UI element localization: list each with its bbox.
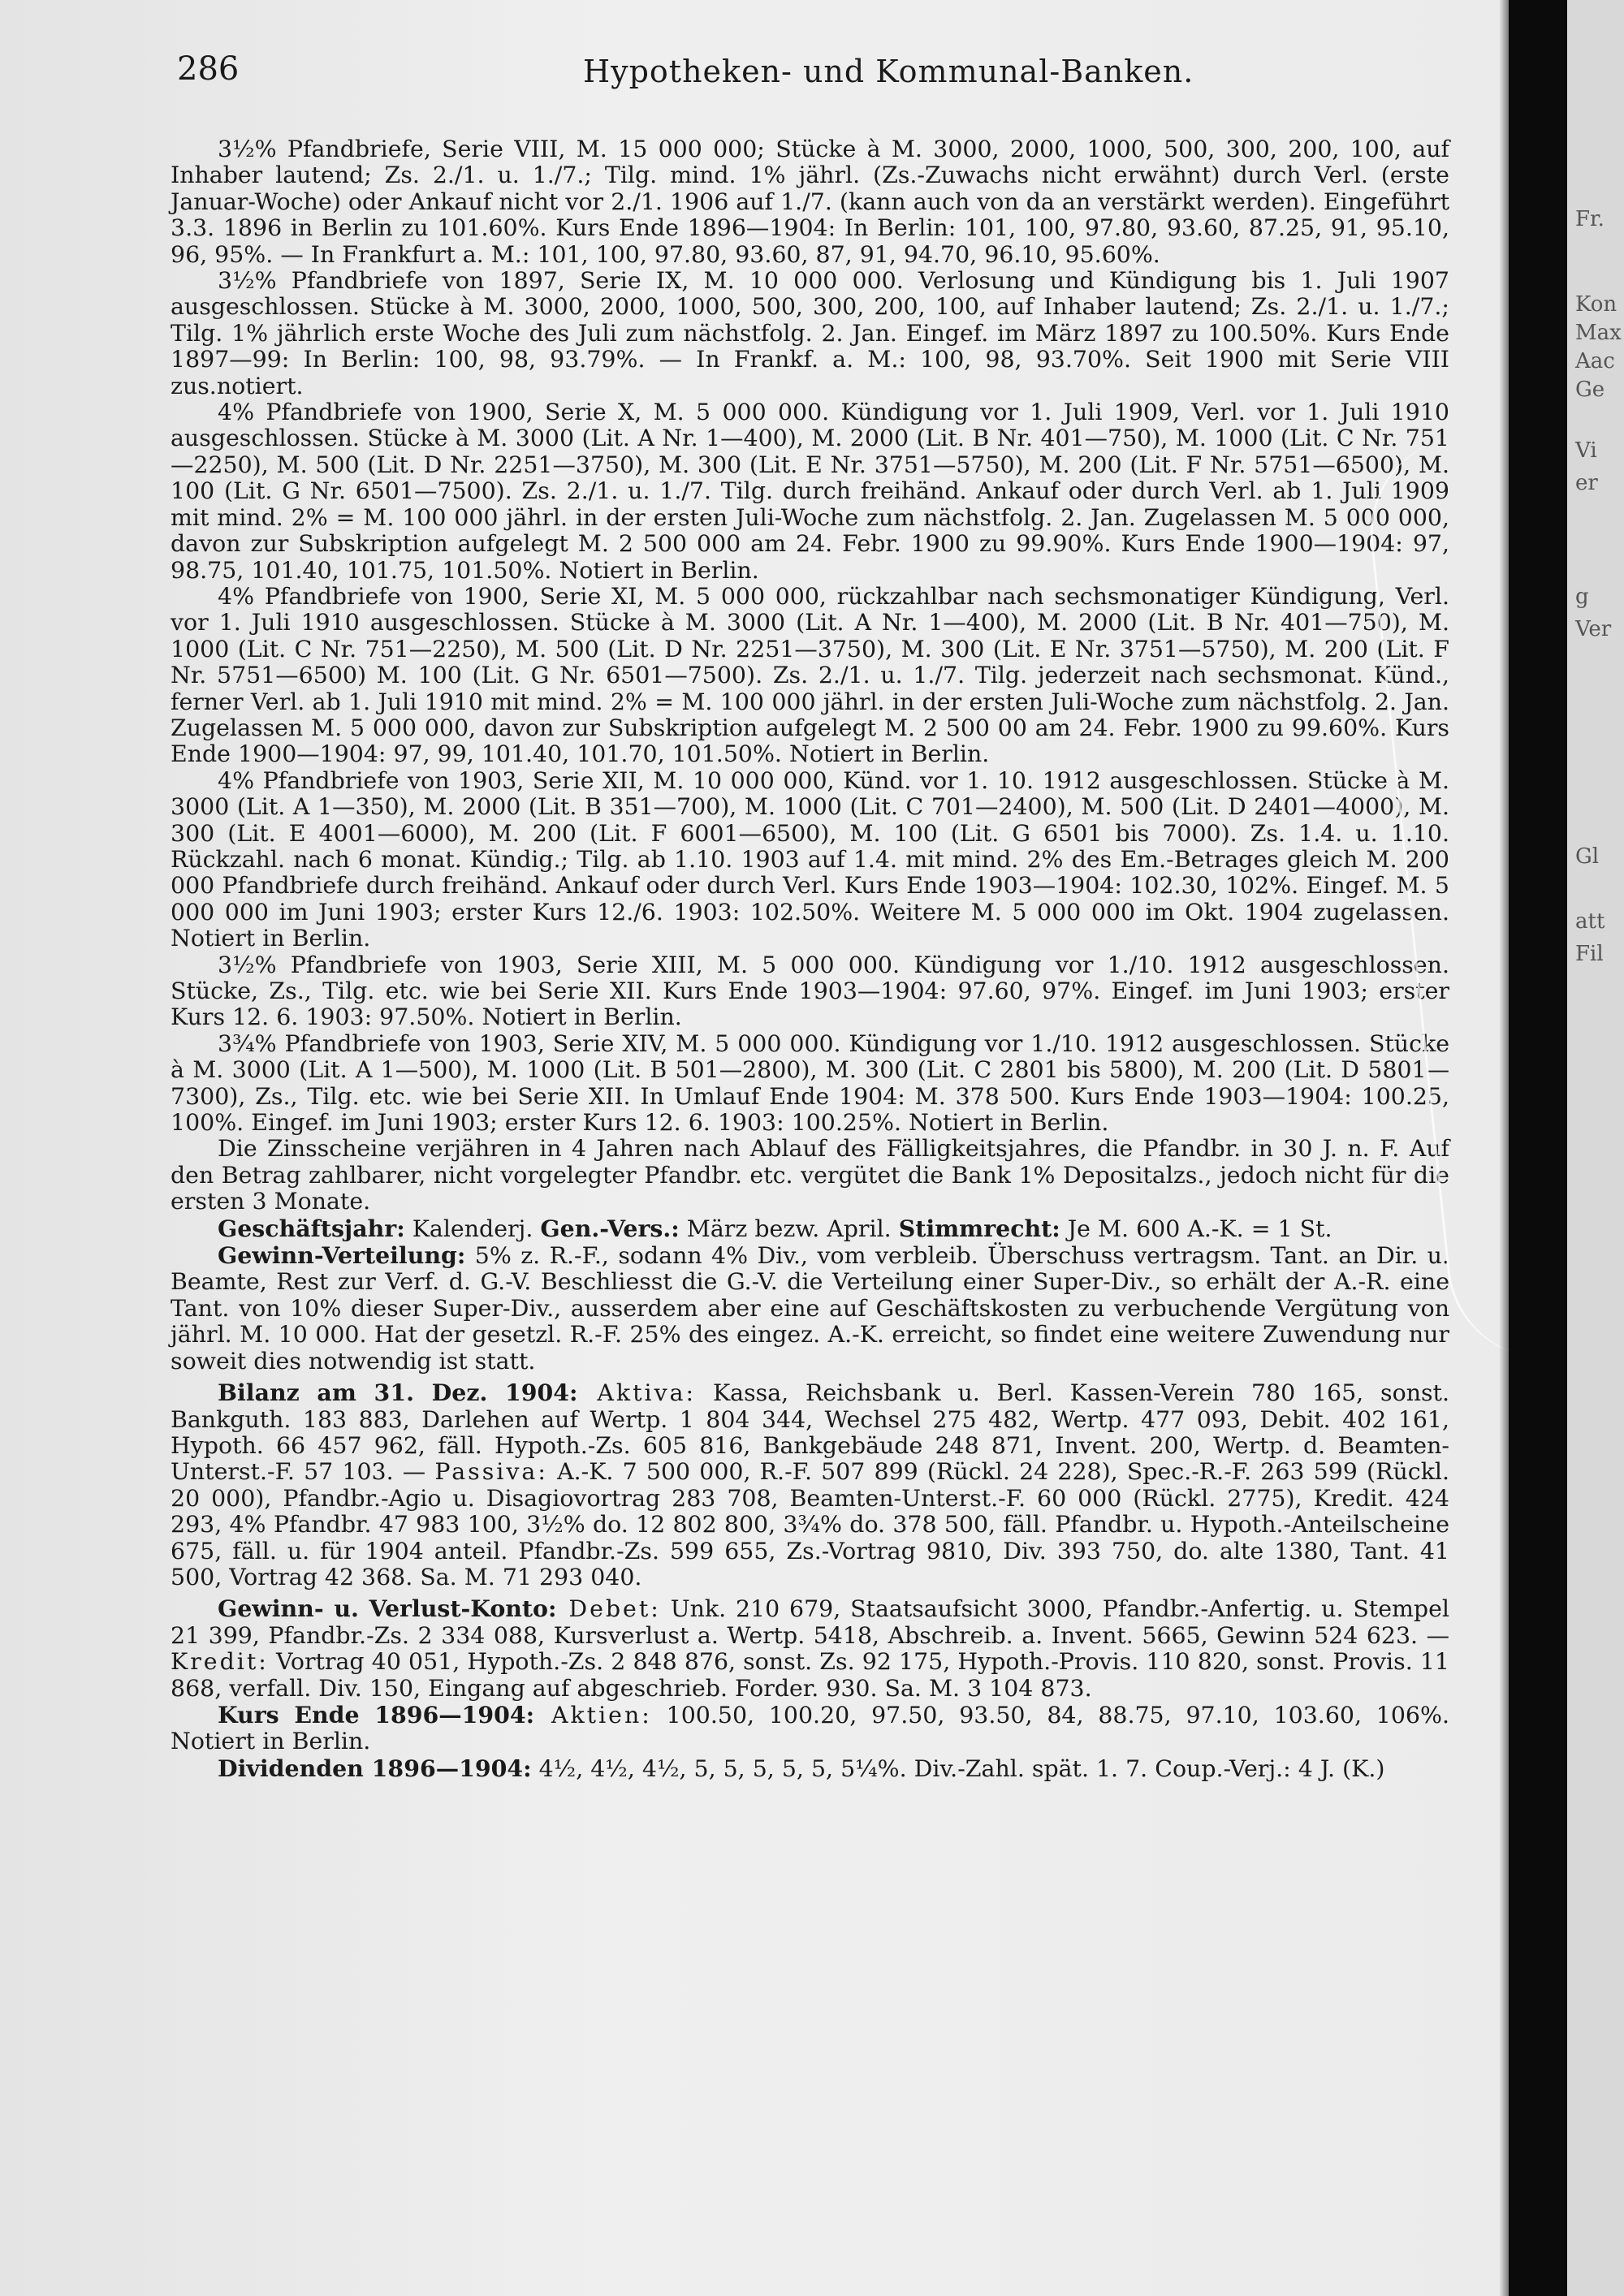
paragraph-serie-xiii: 3½% Pfandbriefe von 1903, Serie XIII, M. 5 000 000. Kündigung vor 1./10. 1912 ausgeschlossen. Stücke, Zs., Tilg. etc. wie bei Serie XII. Kurs Ende 1903—1904: 97.60, 97%. Eingef. im Juni 1903; erster Kurs 12. 6. 1903: 97.50%. Notiert in Berlin. — [171, 951, 1449, 1031]
kurs-label: Kurs Ende 1896—1904: — [218, 1700, 535, 1728]
gewinn-verteilung-label: Gewinn-Verteilung: — [218, 1241, 466, 1270]
page-number: 286 — [177, 50, 240, 88]
passiva-label: Passiva: — [434, 1458, 548, 1486]
adjacent-fragment: Aac — [1575, 349, 1615, 373]
paragraph-bilanz — [171, 1379, 1449, 1590]
stimmrecht-label: Stimmrecht: — [898, 1214, 1060, 1242]
book-spine — [1509, 0, 1567, 2296]
adjacent-fragment: Ver — [1575, 617, 1612, 641]
paragraph-serie-ix: 3½% Pfandbriefe von 1897, Serie IX, M. 10 000 000. Verlosung und Kündigung bis 1. Juli 1907 ausgeschlossen. Stücke à M. 3000, 2000, 1000, 500, 300, 200, 100, auf Inhaber lautend; Zs. 2./1. u. 1./7.; Tilg. 1% jährlich erste Woche des Juli zum nächstfolg. 2. Jan. Eingef. im März 1897 zu 100.50%. Kurs Ende 1897—99: In Berlin: 100, 98, 93.79%. — In Frankf. a. M.: 100, 98, 93.70%. Seit 1900 mit Serie VIII zus.notiert. — [171, 267, 1449, 399]
adjacent-fragment: g — [1575, 585, 1589, 609]
dividenden-text: 4½, 4½, 4½, 5, 5, 5, 5, 5, 5¼%. Div.-Zahl. spät. 1. 7. Coup.-Verj.: 4 J. (K.) — [531, 1754, 1385, 1782]
bilanz-aktiva-text: Kassa, Reichsbank u. Berl. Kassen-Verein 780 165, sonst. Bankguth. 183 883, Darlehen auf Wertp. 1 804 344, Wechsel 275 482, Wertp. 477 093, Debit. 402 161, Hypoth. 66 457 962, fäll. Hypoth.-Zs. 605 816, Bankgebäude 248 871, Invent. 200, Wertp. d. Beamten-Unterst.-F. 57 103. — — [171, 1379, 1449, 1486]
gewinn-verteilung-text: 5% z. R.-F., sodann 4% Div., vom verbleib. Überschuss vertragsm. Tant. an Dir. u. Beamte, Rest zur Verf. d. G.-V. Beschliesst die G.-V. die Verteilung einer Super-Div., so erhält der A.-R. eine Tant. von 10% dieser Super-Div., ausserdem aber eine auf Geschäftskosten zu verbuchende Vergütung von jährl. M. 10 000. Hat der gesetzl. R.-F. 25% des eingez. A.-K. erreicht, so findet eine weitere Zuwendung nur soweit dies notwendig ist statt. — [171, 1242, 1449, 1375]
aktiva-label: Aktiva: — [577, 1379, 697, 1407]
adjacent-fragment: Kon — [1575, 292, 1618, 317]
adjacent-fragment: Ge — [1575, 378, 1605, 402]
kurs-text: 100.50, 100.20, 97.50, 93.50, 84, 88.75, 97.10, 103.60, 106%. Notiert in Berlin. — [171, 1701, 1449, 1755]
adjacent-fragment: att — [1575, 909, 1605, 934]
paragraph-geschaeftsjahr — [171, 1215, 1449, 1242]
adjacent-fragment: Vi — [1575, 438, 1597, 463]
paragraph-serie-xii: 4% Pfandbriefe von 1903, Serie XII, M. 10 000 000, Künd. vor 1. 10. 1912 ausgeschlossen. Stücke à M. 3000 (Lit. A 1—350), M. 2000 (Lit. B 351—700), M. 1000 (Lit. C 701—2400), M. 500 (Lit. D 2401—4000), M. 300 (Lit. E 4001—6000), M. 200 (Lit. F 6001—6500), M. 100 (Lit. G 6501 bis 7000). Zs. 1.4. u. 1.10. Rückzahl. nach 6 monat. Kündig.; Tilg. ab 1.10. 1903 auf 1.4. mit mind. 2% des Em.-Betrages gleich M. 200 000 Pfandbriefe durch freihänd. Ankauf oder durch Verl. Kurs Ende 1903—1904: 102.30, 102%. Eingef. M. 5 000 000 im Juni 1903; erster Kurs 12./6. 1903: 102.50%. Weitere M. 5 000 000 im Okt. 1904 zugelassen. Notiert in Berlin. — [171, 766, 1449, 952]
paragraph-serie-xi: 4% Pfandbriefe von 1900, Serie XI, M. 5 000 000, rückzahlbar nach sechsmonatiger Kündigung, Verl. vor 1. Juli 1910 ausgeschlossen. Stücke à M. 3000 (Lit. A Nr. 1—400), M. 2000 (Lit. B Nr. 401—750), M. 1000 (Lit. C Nr. 751—2250), M. 500 (Lit. D Nr. 2251—3750), M. 300 (Lit. E Nr. 3751—5750), M. 200 (Lit. F Nr. 5751—6500) M. 100 (Lit. G Nr. 6501—7500). Zs. 2./1. u. 1./7. Tilg. jederzeit nach sechsmonat. Künd., ferner Verl. ab 1. Juli 1910 mit mind. 2% = M. 100 000 jährl. in der ersten Juli-Woche zum nächstfolg. 2. Jan. Zugelassen M. 5 000 000, davon zur Subskription aufgelegt M. 2 500 00 am 24. Febr. 1900 zu 99.60%. Kurs Ende 1900—1904: 97, 99, 101.40, 101.70, 101.50%. Notiert in Berlin. — [171, 582, 1449, 768]
paragraph-gewinn-verteilung — [171, 1242, 1449, 1375]
gewinn-verlust-label: Gewinn- u. Verlust-Konto: — [218, 1595, 557, 1623]
running-head: Hypotheken- und Kommunal-Banken. — [583, 54, 1194, 89]
gen-vers-text: März bezw. April. — [679, 1215, 899, 1242]
paragraph-serie-xiv: 3¾% Pfandbriefe von 1903, Serie XIV, M. 5 000 000. Kündigung vor 1./10. 1912 ausgeschlossen. Stücke à M. 3000 (Lit. A 1—500), M. 1000 (Lit. B 501—2800), M. 300 (Lit. C 2801 bis 5800), M. 200 (Lit. D 5801—7300), Zs., Tilg. etc. wie bei Serie XII. In Umlauf Ende 1904: M. 378 500. Kurs Ende 1903—1904: 100.25, 100%. Eingef. im Juni 1903; erster Kurs 12. 6. 1903: 100.25%. Notiert in Berlin. — [171, 1029, 1449, 1137]
adjacent-page — [1567, 0, 1624, 2296]
adjacent-fragment: Gl — [1575, 844, 1600, 869]
page-header — [177, 50, 1492, 99]
adjacent-fragment: er — [1575, 471, 1598, 495]
aktien-label: Aktien: — [534, 1701, 652, 1728]
adjacent-fragment: Fr. — [1575, 207, 1605, 231]
paragraph-serie-viii: 3½% Pfandbriefe, Serie VIII, M. 15 000 000; Stücke à M. 3000, 2000, 1000, 500, 300, 200, 100, auf Inhaber lautend; Zs. 2./1. u. 1./7.; Tilg. mind. 1% jährl. (Zs.-Zuwachs nicht erwähnt) durch Verl. (erste Januar-Woche) oder Ankauf nicht vor 2./1. 1906 auf 1./7. (kann auch von da an verstärkt werden). Eingeführt 3.3. 1896 in Berlin zu 101.60%. Kurs Ende 1896—1904: In Berlin: 101, 100, 97.80, 93.60, 87.25, 91, 95.10, 96, 95%. — In Frankfurt a. M.: 101, 100, 97.80, 93.60, 87, 91, 94.70, 96.10, 95.60%. — [171, 136, 1449, 268]
stimmrecht-text: Je M. 600 A.-K. = 1 St. — [1060, 1215, 1332, 1242]
geschaeftsjahr-label: Geschäftsjahr: — [218, 1214, 405, 1242]
paragraph-gewinn-verlust — [171, 1595, 1449, 1702]
paragraph-serie-x: 4% Pfandbriefe von 1900, Serie X, M. 5 000 000. Kündigung vor 1. Juli 1909, Verl. vor 1. Juli 1910 ausgeschlossen. Stücke à M. 3000 (Lit. A Nr. 1—400), M. 2000 (Lit. B Nr. 401—750), M. 1000 (Lit. C Nr. 751—2250), M. 500 (Lit. D Nr. 2251—3750), M. 300 (Lit. E Nr. 3751—5750), M. 200 (Lit. F Nr. 5751—6500), M. 100 (Lit. G Nr. 6501—7500). Zs. 2./1. u. 1./7. Tilg. durch freihänd. Ankauf oder durch Verl. ab 1. Juli 1909 mit mind. 2% = M. 100 000 jährl. in der ersten Juli-Woche zum nächstfolg. 2. Jan. Zugelassen M. 5 000 000, davon zur Subskription aufgelegt M. 2 500 000 am 24. Febr. 1900 zu 99.90%. Kurs Ende 1900—1904: 97, 98.75, 101.40, 101.75, 101.50%. Notiert in Berlin. — [171, 399, 1449, 584]
guv-debet-text: Unk. 210 679, Staatsaufsicht 3000, Pfandbr.-Anfertig. u. Stempel 21 399, Pfandbr.-Zs. 2 334 088, Kursverlust a. Wertp. 5418, Abschreib. a. Invent. 5665, Gewinn 524 623. — — [171, 1595, 1449, 1649]
paragraph-kurs — [171, 1702, 1449, 1755]
kredit-label: Kredit: — [171, 1648, 269, 1676]
adjacent-fragment: Max — [1575, 321, 1622, 345]
dividenden-label: Dividenden 1896—1904: — [218, 1754, 532, 1782]
paragraph-zinsscheine: Die Zinsscheine verjähren in 4 Jahren nach Ablauf des Fälligkeitsjahres, die Pfandbr. in 30 J. n. F. Auf den Betrag zahlbarer, nicht vorgelegter Pfandbr. etc. vergütet die Bank 1% Depositalzs., jedoch nicht für die ersten 3 Monate. — [171, 1135, 1449, 1215]
geschaeftsjahr-text: Kalenderj. — [404, 1215, 541, 1242]
bilanz-label: Bilanz am 31. Dez. 1904: — [218, 1379, 578, 1407]
guv-kredit-text: Vortrag 40 051, Hypoth.-Zs. 2 848 876, sonst. Zs. 92 175, Hypoth.-Provis. 110 820, sonst. Provis. 11 868, verfall. Div. 150, Eingang auf abgeschrieb. Forder. 930. Sa. M. 3 104 873. — [171, 1648, 1449, 1702]
paragraph-dividenden — [171, 1755, 1449, 1782]
page-body — [171, 136, 1449, 1782]
gen-vers-label: Gen.-Vers.: — [540, 1214, 680, 1242]
bilanz-passiva-text: A.-K. 7 500 000, R.-F. 507 899 (Rückl. 24 228), Spec.-R.-F. 263 599 (Rückl. 20 000), Pfandbr.-Agio u. Disagiovortrag 283 708, Beamten-Unterst.-F. 60 000 (Rückl. 2775), Kredit. 424 293, 4% Pfandbr. 47 983 100, 3½% do. 12 802 800, 3¾% do. 378 500, fäll. Pfandbr. u. Hypoth.-Anteilscheine 675, fäll. u. für 1904 anteil. Pfandbr.-Zs. 599 655, Zs.-Vortrag 9810, Div. 393 750, do. alte 1380, Tant. 41 500, Vortrag 42 368. Sa. M. 71 293 040. — [171, 1458, 1449, 1590]
debet-label: Debet: — [556, 1595, 661, 1623]
adjacent-fragment: Fil — [1575, 942, 1604, 966]
